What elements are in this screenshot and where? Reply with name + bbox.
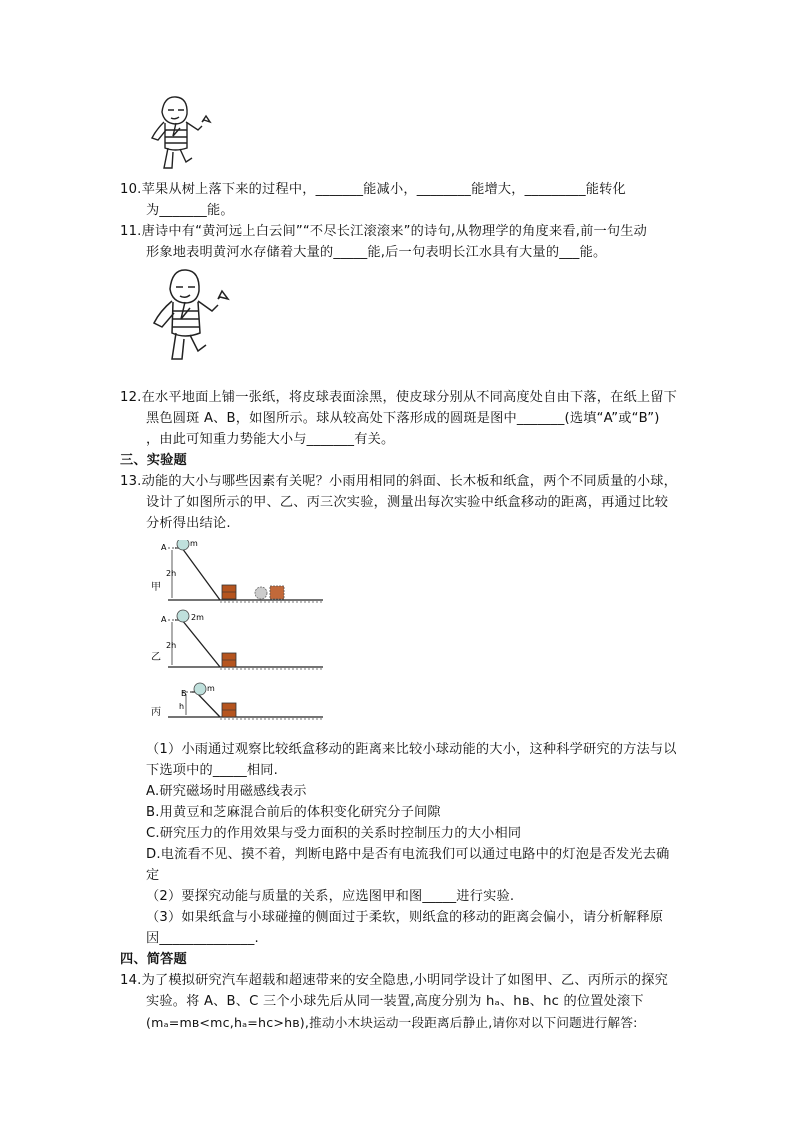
panel-bing [151, 683, 323, 719]
q10-line1: 10.苹果从树上落下来的过程中，_______能减小，________能增大，_________能转化 [120, 182, 626, 197]
q13-sub1-line2: 下选项中的_____相同. [146, 763, 279, 778]
q14-line1: 14.为了模拟研究汽车超载和超速带来的安全隐患,小明同学设计了如图甲、乙、丙所示的探究 [120, 973, 669, 988]
q13-sub2: （2）要探究动能与质量的关系，应选图甲和图_____进行实验. [146, 889, 515, 904]
section-heading-3: 三、实验题 [120, 453, 187, 468]
q13-option-a: A.研究磁场时用磁感线表示 [146, 784, 307, 799]
jia-height: 2h [166, 569, 177, 578]
q12-line1: 12.在水平地面上铺一张纸，将皮球表面涂黑，使皮球分别从不同高度处自由下落，在纸上留下 [120, 390, 678, 405]
bing-point: B [181, 689, 187, 698]
jia-mass: m [190, 540, 198, 548]
q11-line2: 形象地表明黄河水存储着大量的_____能,后一句表明长江水具有大量的___能。 [146, 245, 607, 260]
q13-sub3-line2: 因______________. [146, 931, 259, 946]
q14-line2: 实验。将 A、B、C 三个小球先后从同一装置,高度分别为 hₐ、hʙ、hᴄ 的位置处滚下 [146, 994, 644, 1009]
yi-point: A [161, 615, 167, 624]
experiment-figure [148, 540, 328, 725]
q13-line1: 13.动能的大小与哪些因素有关呢？小雨用相同的斜面、长木板和纸盒，两个不同质量的小球， [120, 474, 678, 489]
yi-label: 乙 [151, 652, 161, 663]
q13-sub1-line1: （1）小雨通过观察比较纸盒移动的距离来比较小球动能的大小，这种科学研究的方法与以 [146, 742, 677, 757]
q14-line3: (mₐ=mʙ<mᴄ,hₐ=hᴄ>hʙ),推动小木块运动一段距离后静止,请你对以下问题进行解答: [146, 1015, 638, 1030]
jia-point: A [161, 543, 167, 552]
child-illustration-1 [140, 92, 215, 172]
q12-line2: 黑色圆斑 A、B，如图所示。球从较高处下落形成的圆斑是图中_______(选填“A”或“B”) [146, 411, 660, 426]
q13-line3: 分析得出结论. [146, 516, 231, 531]
q13-line2: 设计了如图所示的甲、乙、丙三次实验，测量出每次实验中纸盒移动的距离，再通过比较 [146, 495, 669, 510]
bing-height: h [179, 702, 185, 711]
q13-option-b: B.用黄豆和芝麻混合前后的体积变化研究分子间隙 [146, 805, 441, 820]
q11-line1: 11.唐诗中有“黄河远上白云间”“不尽长江滚滚来”的诗句,从物理学的角度来看,前一句生动 [120, 224, 648, 239]
panel-jia [151, 540, 323, 602]
bing-label: 丙 [151, 707, 161, 718]
q12-line3: ，由此可知重力势能大小与_______有关。 [146, 432, 395, 447]
q13-sub3-line1: （3）如果纸盒与小球碰撞的侧面过于柔软，则纸盒的移动的距离会偏小，请分析解释原 [146, 910, 664, 925]
section-heading-4: 四、简答题 [120, 952, 187, 967]
bing-mass: m [207, 684, 215, 693]
q13-option-c: C.研究压力的作用效果与受力面积的关系时控制压力的大小相同 [146, 826, 522, 841]
q13-option-d-line1: D.电流看不见、摸不着，判断电路中是否有电流我们可以通过电路中的灯泡是否发光去确 [146, 847, 670, 862]
panel-yi [151, 610, 323, 669]
q10-line2: 为_______能。 [146, 203, 234, 218]
yi-mass: 2m [191, 613, 204, 622]
child-illustration-2 [142, 265, 232, 365]
q13-option-d-line2: 定 [146, 868, 160, 883]
jia-label: 甲 [151, 582, 161, 593]
yi-height: 2h [166, 641, 177, 650]
